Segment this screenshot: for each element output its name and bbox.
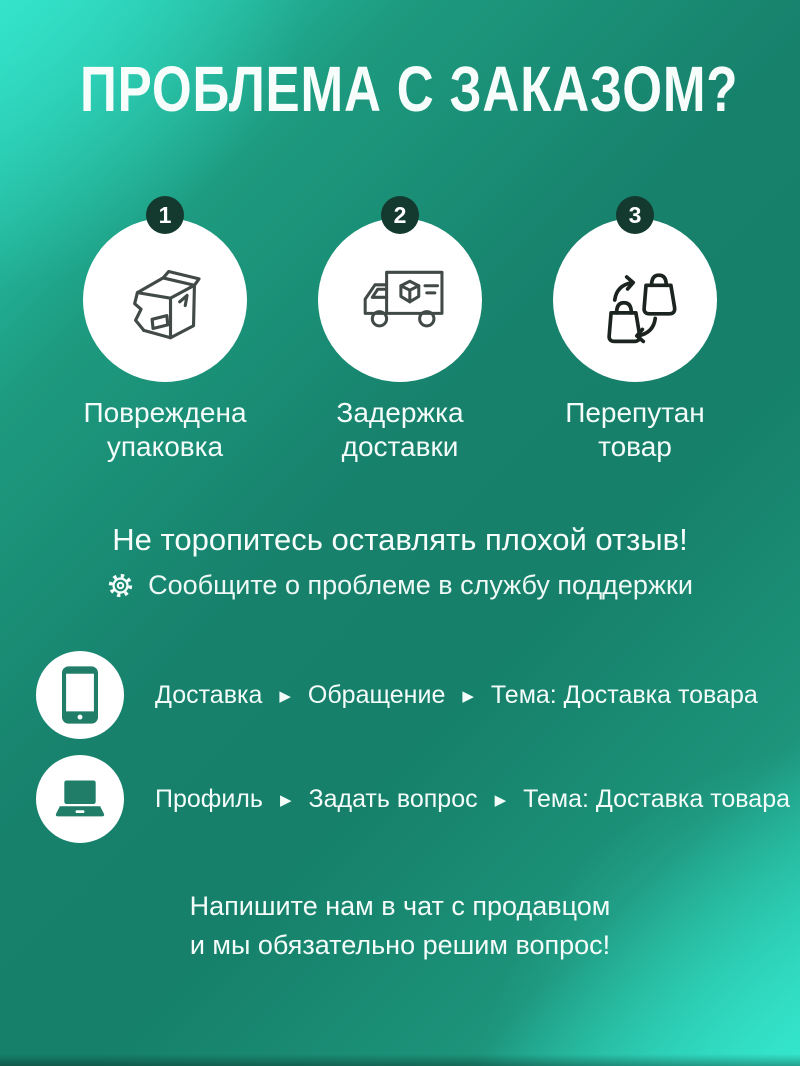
- laptop-icon: [52, 779, 108, 819]
- instruction-row-site: [36, 755, 800, 843]
- damaged-box-icon: [119, 257, 211, 343]
- problem-label: Задержка доставки: [336, 397, 464, 462]
- step-number-badge: 3: [616, 196, 654, 234]
- advice-section: [0, 522, 800, 601]
- problem-circle: [553, 218, 717, 382]
- smartphone-icon: [62, 666, 98, 724]
- step-label: Задать вопрос: [308, 784, 478, 813]
- gear-icon: [107, 572, 134, 599]
- arrow-right-icon: ▶: [462, 687, 474, 705]
- arrow-right-icon: ▶: [279, 687, 291, 705]
- swap-items-icon: [589, 252, 681, 348]
- breadcrumb-steps: [155, 785, 790, 814]
- step-label: Обращение: [307, 680, 446, 709]
- breadcrumb-steps: [155, 681, 758, 710]
- step-number-badge: 2: [381, 196, 419, 234]
- arrow-right-icon: ▶: [279, 791, 292, 809]
- step-label: Тема: Доставка товара: [490, 680, 758, 709]
- advice-subline: [0, 570, 800, 601]
- problem-circle: [318, 218, 482, 382]
- arrow-right-icon: ▶: [494, 791, 507, 809]
- problem-card-mixed-up-item: [518, 196, 753, 464]
- page-title: ПРОБЛЕМА С ЗАКАЗОМ?: [80, 53, 739, 125]
- step-label: Тема: Доставка товара: [523, 784, 791, 813]
- problem-card-delivery-delay: [283, 196, 518, 464]
- step-label: Доставка: [155, 680, 263, 709]
- problem-label: Перепутан товар: [565, 397, 705, 462]
- delivery-truck-icon: [350, 263, 450, 337]
- advice-subline-text: Сообщите о проблеме в службу поддержки: [148, 570, 693, 600]
- instruction-row-app: [36, 651, 800, 739]
- step-label: Профиль: [155, 784, 263, 813]
- smartphone-circle: [36, 651, 124, 739]
- footer-message: Напишите нам в чат с продавцом и мы обязательно решим вопрос!: [189, 891, 611, 960]
- laptop-circle: [36, 755, 124, 843]
- problem-card-damaged-package: [48, 196, 283, 464]
- step-number-badge: 1: [146, 196, 184, 234]
- advice-headline: Не торопитесь оставлять плохой отзыв!: [112, 522, 688, 557]
- problem-circle: [83, 218, 247, 382]
- problem-label: Повреждена упаковка: [83, 397, 247, 462]
- problems-row: [0, 196, 800, 464]
